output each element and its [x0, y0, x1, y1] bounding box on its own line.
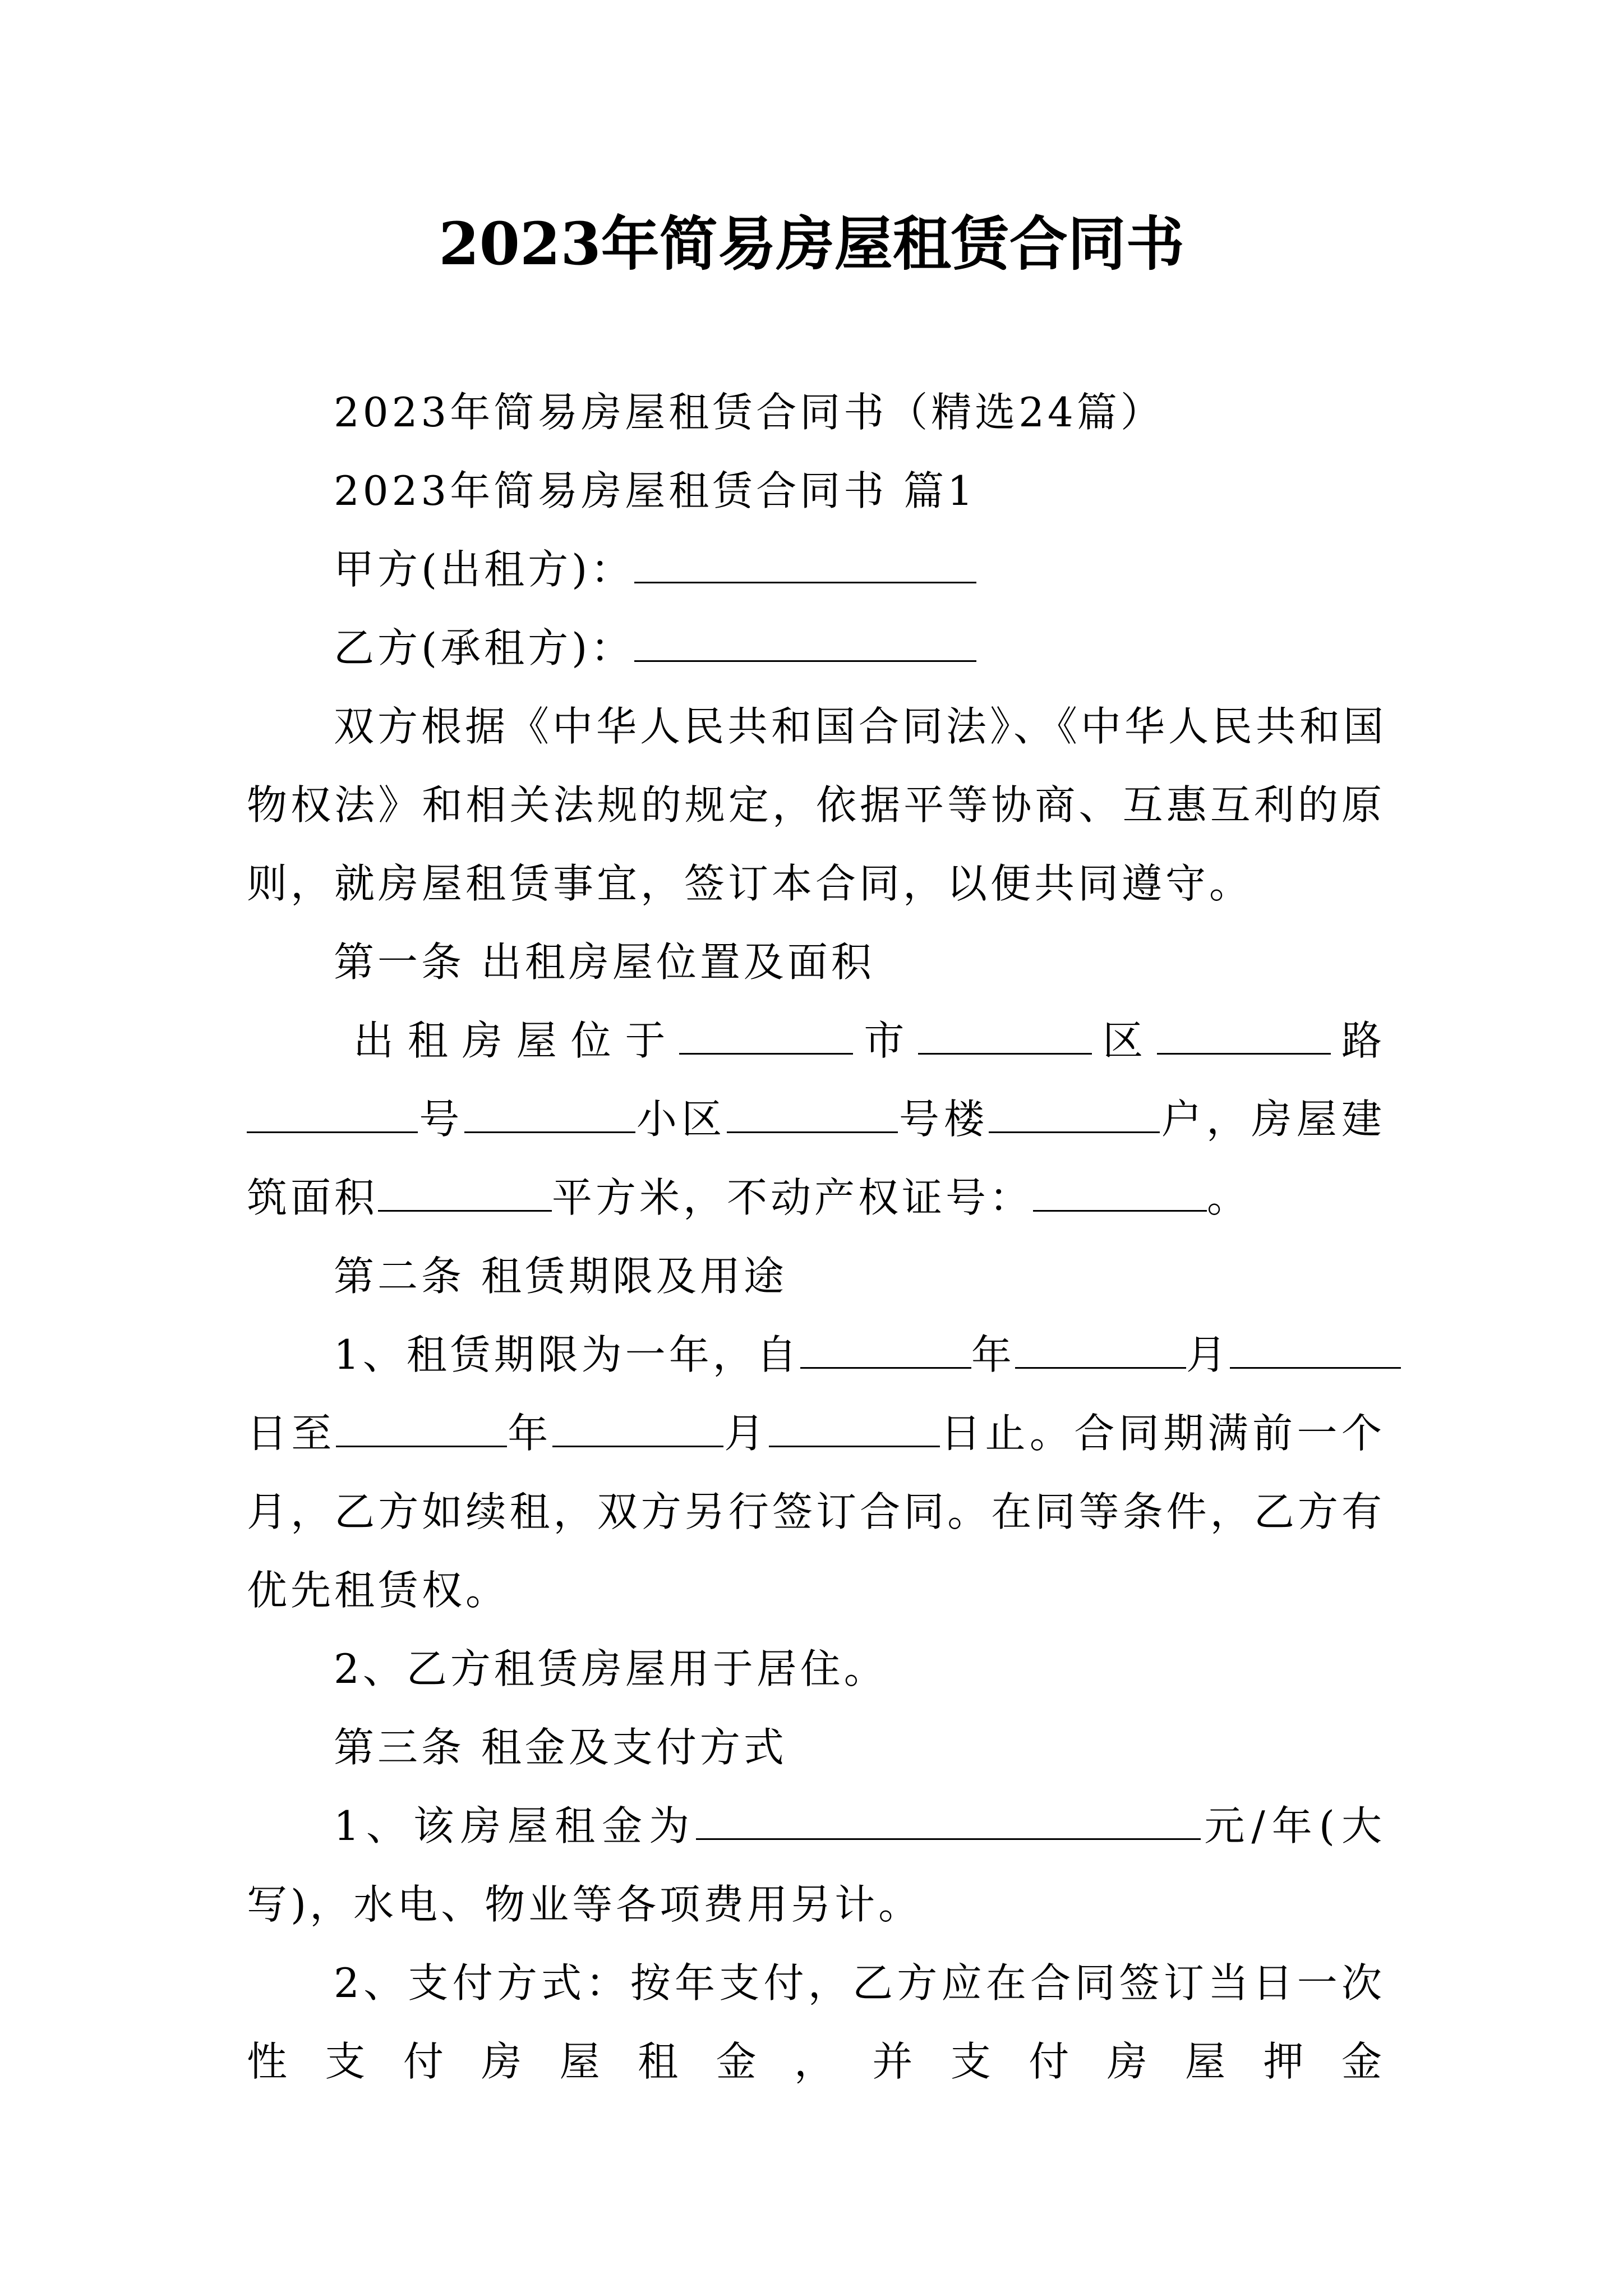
certificate-blank: [1033, 1173, 1207, 1212]
article1-address-line: [247, 1091, 1385, 1147]
article2-end-line: [247, 1405, 1385, 1461]
article3-payment-line-1: 2、支付方式：按年支付，乙方应在合同签订当日一次: [334, 1959, 1385, 2007]
article2-heading: 第二条 租赁期限及用途: [334, 1253, 787, 1300]
party-b-label: 乙方(承租方)：: [334, 624, 635, 671]
end-year-label: 年: [506, 1410, 552, 1457]
community-blank: [464, 1094, 635, 1133]
building-blank: [727, 1094, 898, 1133]
term-end-text: 日止。合同期满前一个: [939, 1410, 1385, 1457]
article2-use-line: 2、乙方租赁房屋用于居住。: [334, 1645, 888, 1692]
road-label: 路: [1331, 1017, 1385, 1064]
road-blank: [1157, 1016, 1331, 1055]
start-day-blank: [1230, 1330, 1401, 1369]
article2-term-line: [334, 1327, 1385, 1383]
party-b-line: [334, 620, 1385, 676]
community-label: 小区: [635, 1096, 727, 1143]
start-year-label: 年: [971, 1331, 1015, 1378]
article3-payment-line-2: 性支付房屋租金，并支付房屋押金: [247, 2038, 1385, 2085]
party-a-blank: [634, 545, 976, 583]
rent-suffix: 元/年(大: [1201, 1802, 1385, 1849]
unit-label: 户，房屋建: [1160, 1096, 1385, 1143]
article1-location-line: [353, 1013, 1385, 1069]
start-year-blank: [800, 1330, 971, 1369]
rent-prefix: 1、该房屋租金为: [334, 1802, 697, 1849]
article3-rent-line-2: 写)，水电、物业等各项费用另计。: [247, 1881, 923, 1928]
start-month-blank: [1015, 1330, 1186, 1369]
article2-priority-line: 优先租赁权。: [247, 1567, 510, 1614]
article3-rent-line: [334, 1798, 1385, 1854]
article1-area-line: [247, 1170, 1385, 1226]
subtitle: 2023年简易房屋租赁合同书（精选24篇）: [334, 389, 1164, 436]
unit-blank: [989, 1094, 1160, 1133]
district-label: 区: [1092, 1017, 1158, 1064]
rent-blank: [696, 1801, 1201, 1840]
term-prefix: 1、租赁期限为一年，自: [334, 1331, 800, 1378]
area-unit: 平方米，不动产权证号：: [552, 1174, 1034, 1221]
document-title: 2023年简易房屋租赁合同书: [439, 209, 1184, 278]
location-prefix: 出租房屋位于: [353, 1017, 680, 1064]
end-year-blank: [336, 1409, 507, 1447]
area-blank: [378, 1173, 552, 1212]
end-month-blank: [552, 1409, 723, 1447]
end-day-blank: [769, 1409, 940, 1447]
party-b-blank: [634, 623, 976, 662]
end-month-label: 月: [723, 1410, 769, 1457]
day-to-label: 日至: [247, 1410, 336, 1457]
article2-renewal-line: 月，乙方如续租，双方另行签订合同。在同等条件，乙方有: [247, 1488, 1385, 1535]
party-a-line: [334, 541, 1385, 597]
party-a-label: 甲方(出租方)：: [334, 546, 635, 593]
article1-heading: 第一条 出租房屋位置及面积: [334, 938, 875, 986]
city-blank: [679, 1016, 853, 1055]
preamble-line-3: 则，就房屋租赁事宜，签订本合同，以便共同遵守。: [247, 860, 1253, 907]
preamble-line-2: 物权法》和相关法规的规定，依据平等协商、互惠互利的原: [247, 781, 1385, 829]
district-blank: [918, 1016, 1092, 1055]
number-blank: [247, 1094, 418, 1133]
area-end: 。: [1207, 1174, 1251, 1221]
building-label: 号楼: [897, 1096, 989, 1143]
preamble-line-1: 双方根据《中华人民共和国合同法》、《中华人民共和国: [334, 703, 1387, 750]
start-month-label: 月: [1186, 1331, 1230, 1378]
number-label: 号: [418, 1096, 464, 1143]
article3-heading: 第三条 租金及支付方式: [334, 1724, 787, 1771]
city-label: 市: [853, 1017, 919, 1064]
area-prefix: 筑面积: [247, 1174, 379, 1221]
chapter-heading: 2023年简易房屋租赁合同书 篇1: [334, 467, 976, 514]
